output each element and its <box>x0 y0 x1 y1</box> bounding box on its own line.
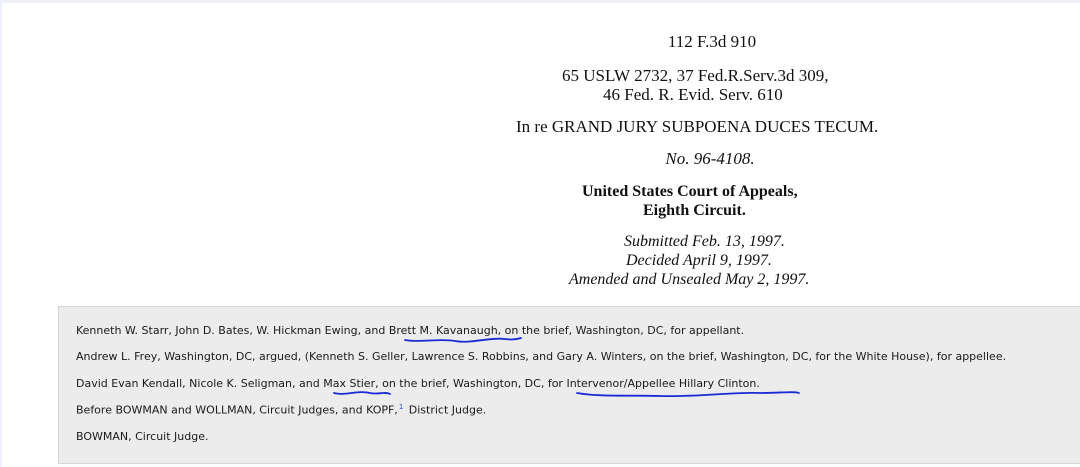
counsel-appellee-line: Andrew L. Frey, Washington, DC, argued, (Kenneth S. Geller, Lawrence S. Robbins, and Gary A. Winters, on the brief, Washington, DC, for the White House), for appellee. <box>76 350 1007 363</box>
decided-date: Decided April 9, 1997. <box>626 252 772 269</box>
parallel-citation-line1: 65 USLW 2732, 37 Fed.R.Serv.3d 309, <box>562 66 829 85</box>
counsel-intervenor-line: David Evan Kendall, Nicole K. Seligman, and Max Stier, on the brief, Washington, DC, for Intervenor/Appellee Hillary Clinton. <box>76 377 760 390</box>
author-judge-line: BOWMAN, Circuit Judge. <box>76 430 209 443</box>
underline-kavanaugh <box>405 338 521 342</box>
court-name-line1: United States Court of Appeals, <box>582 183 798 200</box>
counsel-appellant-line: Kenneth W. Starr, John D. Bates, W. Hickman Ewing, and Brett M. Kavanaugh, on the brief, Washington, DC, for appellant. <box>76 324 745 337</box>
underline-intervenor <box>577 392 799 396</box>
intervenor-role: for Intervenor/Appellee Hillary Clinton. <box>547 377 760 390</box>
citation: 112 F.3d 910 <box>667 32 757 51</box>
docket-number: No. 96-4108. <box>665 149 755 168</box>
submitted-date: Submitted Feb. 13, 1997. <box>624 233 785 250</box>
stier-name: Max Stier, <box>323 377 379 390</box>
amended-date: Amended and Unsealed May 2, 1997. <box>569 271 810 288</box>
court-name-line2: Eighth Circuit. <box>643 202 746 219</box>
case-title: In re GRAND JURY SUBPOENA DUCES TECUM. <box>516 117 879 136</box>
kavanaugh-name: Brett M. Kavanaugh, <box>388 324 502 337</box>
underline-stier <box>334 392 390 394</box>
judges-line: Before BOWMAN and WOLLMAN, Circuit Judges, and KOPF,$^1$ District Judge. <box>76 403 487 417</box>
footnote-link[interactable]: 1 <box>398 403 404 411</box>
parallel-citation-line2: 46 Fed. R. Evid. Serv. 610 <box>603 85 783 104</box>
